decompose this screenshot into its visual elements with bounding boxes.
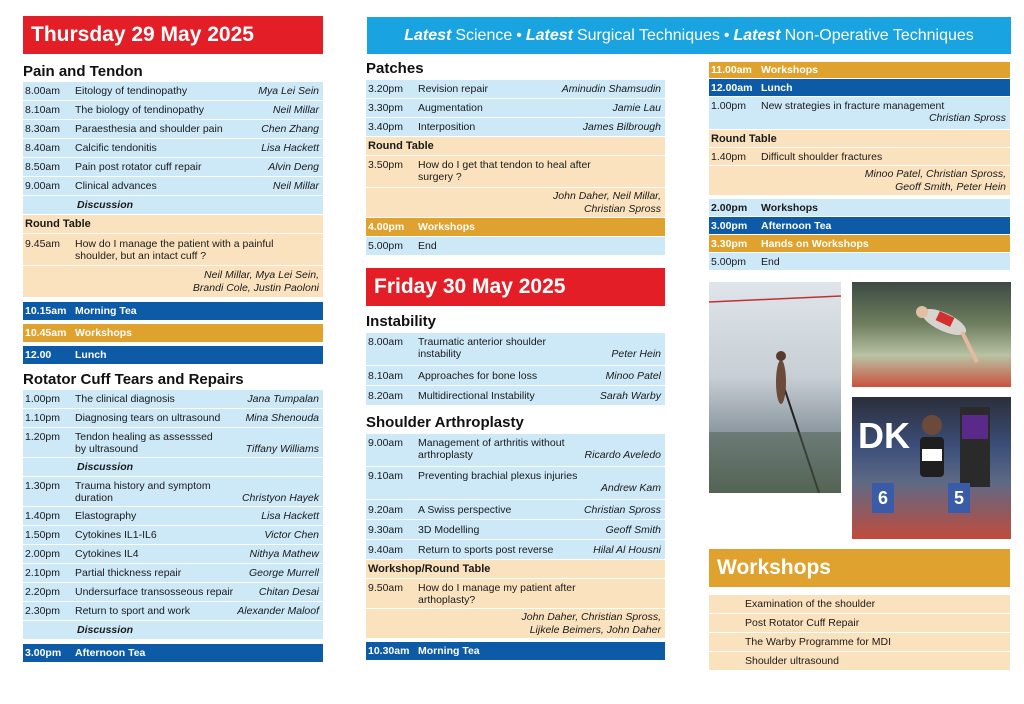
banner-word: Latest (404, 26, 452, 44)
banner-text: Surgical Techniques (576, 26, 720, 44)
session-speaker: Alexander Maloof (237, 605, 319, 617)
session-time: 8.30am (25, 123, 61, 135)
break-label: Workshops (761, 64, 818, 76)
session-row (366, 434, 665, 467)
day-title: Thursday 29 May 2025 (23, 16, 323, 54)
session-time: 8.10am (25, 104, 61, 116)
break-time: 11.00am (711, 64, 752, 76)
session-title: Multidirectional Instability (418, 389, 535, 402)
break-time: 3.30pm (711, 237, 748, 250)
session-speaker: Neil Millar (272, 104, 319, 116)
title-line: Trauma history and symptom (75, 480, 211, 492)
session-title: Eitology of tendinopathy (75, 85, 188, 97)
session-time: 1.50pm (25, 529, 61, 541)
session-title (418, 336, 665, 360)
discussion-label: Discussion (23, 458, 323, 477)
break-bar (709, 235, 1010, 253)
session-title: Cytokines IL1-IL6 (75, 529, 157, 541)
break-bar (23, 324, 323, 343)
session-speaker: Jamie Lau (612, 102, 661, 114)
workshop-item: Shoulder ultrasound (709, 652, 1010, 671)
session-time: 8.00am (368, 336, 404, 348)
session-title: Partial thickness repair (75, 567, 182, 579)
day-title: Friday 30 May 2025 (366, 268, 665, 306)
break-bar (366, 218, 665, 237)
session-row (366, 156, 665, 188)
title-line: How do I get that tendon to heal after (418, 159, 591, 171)
session-title: Diagnosing tears on ultrasound (75, 412, 221, 424)
session-speaker: Lisa Hackett (261, 510, 319, 522)
session-time: 2.00pm (25, 548, 61, 560)
title-line: arthroplasty (418, 449, 473, 461)
session-speaker: Mya Lei Sein (258, 85, 319, 97)
banner-word: Latest (733, 26, 781, 44)
session-speaker: Minoo Patel (605, 369, 661, 382)
session-row (23, 545, 323, 564)
session-speaker: Peter Hein (611, 348, 661, 360)
discussion-label: Discussion (23, 621, 323, 640)
session-speaker: Neil Millar (272, 180, 319, 192)
session-time: 1.40pm (711, 150, 747, 163)
break-label: Workshops (418, 221, 475, 233)
session-speaker: Mina Shenouda (245, 412, 319, 424)
break-time: 10.15am (25, 305, 67, 317)
session-row (23, 583, 323, 602)
session-time: 1.00pm (711, 100, 747, 112)
session-speaker: Hilal Al Housni (593, 543, 661, 556)
session-title (761, 100, 1010, 124)
speaker-line: Lijkele Beimers, John Daher (529, 623, 661, 636)
session-speaker: Lisa Hackett (261, 142, 319, 154)
title-line: instability (418, 348, 462, 360)
session-title: Paraesthesia and shoulder pain (75, 123, 223, 135)
break-time: 12.00am (711, 81, 753, 94)
title-line: New strategies in fracture management (761, 100, 945, 112)
session-row (23, 409, 323, 428)
session-time: 3.40pm (368, 121, 404, 133)
speakers (366, 609, 665, 639)
speaker-line: Minoo Patel, Christian Spross, (864, 167, 1006, 180)
session-row (366, 118, 665, 137)
session-time: 2.10pm (25, 567, 61, 579)
session-speaker: Chen Zhang (261, 123, 319, 135)
session-row (23, 507, 323, 526)
workshops-box (709, 549, 1010, 671)
title-line: Management of arthritis without (418, 437, 565, 449)
session-title (418, 437, 665, 461)
session-speaker: Christyon Hayek (241, 492, 319, 504)
speaker-line: Neil Millar, Mya Lei Sein, (204, 268, 319, 281)
session-row (23, 177, 323, 196)
session-title: Clinical advances (75, 180, 157, 192)
session-title (75, 431, 323, 455)
speaker-line: Brandi Cole, Justin Paoloni (192, 281, 319, 294)
session-time: 2.30pm (25, 605, 61, 617)
break-label: Lunch (761, 81, 793, 94)
session-time: 2.00pm (711, 201, 748, 214)
session-speaker: Ricardo Aveledo (584, 449, 661, 461)
title-line: by ultrasound (75, 443, 139, 455)
session-time: 2.20pm (25, 586, 61, 598)
break-bar (709, 217, 1010, 235)
pole-vault-photo (709, 282, 841, 493)
break-time: 10.45am (25, 327, 67, 339)
banner-dot: • (516, 26, 522, 44)
session-row (366, 80, 665, 99)
title-line: How do I manage the patient with a painful (75, 238, 274, 250)
speaker-line: John Daher, Christian Spross, (521, 610, 661, 623)
session-row (366, 540, 665, 560)
break-label: Lunch (75, 349, 107, 361)
session-speaker: Aminudin Shamsudin (561, 83, 661, 95)
session-row (23, 234, 323, 266)
session-time: 8.10am (368, 369, 404, 382)
session-time: 5.00pm (711, 255, 747, 268)
session-time: 9.00am (25, 180, 61, 192)
session-speaker: Alvin Deng (268, 161, 319, 173)
section-heading: Shoulder Arthroplasty (366, 414, 524, 431)
section-heading: Pain and Tendon (23, 63, 143, 80)
discussion-label: Discussion (23, 196, 323, 215)
session-time: 1.10pm (25, 412, 61, 424)
session-time: 9.00am (368, 437, 404, 449)
session-speaker: Christian Spross (583, 503, 661, 516)
round-table-label: Round Table (709, 130, 1010, 148)
break-time: 4.00pm (368, 221, 405, 233)
session-row (366, 520, 665, 540)
right-column (709, 62, 1010, 271)
title-line: surgery ? (418, 171, 462, 183)
session-speaker: Victor Chen (264, 529, 319, 541)
break-bar (23, 644, 323, 663)
session-row (23, 390, 323, 409)
break-time: 3.00pm (711, 219, 748, 232)
session-time: 8.50am (25, 161, 61, 173)
workshops-title: Workshops (709, 549, 1010, 587)
session-title: A Swiss perspective (418, 503, 512, 516)
title-line: shoulder, but an intact cuff ? (75, 250, 207, 262)
session-row (23, 139, 323, 158)
session-speaker: Christian Spross (928, 112, 1006, 124)
thursday-column (23, 16, 323, 663)
title-line: duration (75, 492, 113, 504)
session-row (709, 148, 1010, 166)
workshop-item: Post Rotator Cuff Repair (709, 614, 1010, 633)
session-title: Augmentation (418, 102, 483, 114)
session-row (23, 526, 323, 545)
session-time: 1.40pm (25, 510, 61, 522)
session-time: 5.00pm (368, 240, 404, 252)
session-list (366, 80, 665, 137)
lane-marker: 6 (872, 483, 894, 513)
workshop-list (709, 595, 1010, 671)
session-title: Undersurface transosseous repair (75, 586, 234, 598)
session-time: 1.00pm (25, 393, 61, 405)
session-title: Return to sport and work (75, 605, 190, 617)
session-row (23, 82, 323, 101)
session-speaker: Jana Tumpalan (247, 393, 319, 405)
banner-text: Non-Operative Techniques (784, 26, 974, 44)
session-list (23, 82, 323, 196)
banner-dot: • (723, 26, 730, 44)
middle-column (366, 60, 665, 661)
session-speaker: George Murrell (248, 567, 319, 579)
break-label: Hands on Workshops (761, 237, 869, 250)
session-title (75, 480, 323, 504)
session-time: 9.30am (368, 523, 404, 536)
session-title (418, 159, 665, 183)
session-row (709, 253, 1010, 271)
session-row (23, 158, 323, 177)
session-title: Return to sports post reverse (418, 543, 554, 556)
session-row (366, 467, 665, 500)
speakers (709, 166, 1010, 196)
session-row (366, 237, 665, 256)
session-title: Cytokines IL4 (75, 548, 139, 560)
sprint-start-photo (852, 397, 1011, 539)
break-label: Morning Tea (75, 305, 137, 317)
session-title (75, 238, 323, 262)
session-row (23, 101, 323, 120)
break-bar (23, 346, 323, 365)
session-row (366, 500, 665, 520)
session-time: 3.30pm (368, 102, 404, 114)
session-row (366, 366, 665, 386)
session-row (709, 199, 1010, 217)
title-line: How do I manage my patient after (418, 582, 576, 594)
workshop-item: The Warby Programme for MDI (709, 633, 1010, 652)
session-title: End (418, 240, 437, 252)
break-label: Afternoon Tea (75, 647, 146, 659)
session-speaker: Nithya Mathew (249, 548, 319, 560)
session-title (418, 582, 665, 606)
session-title: 3D Modelling (418, 523, 480, 536)
session-row (23, 428, 323, 458)
session-title: End (761, 255, 780, 268)
session-title: Workshops (761, 201, 818, 214)
session-title: Interposition (418, 121, 476, 133)
break-bar (709, 62, 1010, 79)
session-speaker: Andrew Kam (600, 482, 661, 494)
workshop-item: Examination of the shoulder (709, 595, 1010, 614)
session-title: The biology of tendinopathy (75, 104, 205, 116)
session-time: 8.40am (25, 142, 61, 154)
speaker-line: Geoff Smith, Peter Hein (895, 180, 1006, 193)
break-bar (23, 302, 323, 321)
break-label: Afternoon Tea (761, 219, 832, 232)
speaker-line: Christian Spross (583, 202, 661, 215)
break-bar (709, 79, 1010, 97)
lane-marker: 5 (948, 483, 970, 513)
session-title: Approaches for bone loss (418, 369, 538, 382)
round-table-label: Round Table (23, 215, 323, 234)
session-title: Elastography (75, 510, 137, 522)
banner-text: Science (455, 26, 513, 44)
break-time: 12.00 (25, 349, 52, 361)
session-speaker: James Bilbrough (582, 121, 661, 133)
session-list (23, 507, 323, 621)
session-time: 1.20pm (25, 431, 61, 443)
session-time: 9.20am (368, 503, 404, 516)
session-speaker: Chitan Desai (258, 586, 319, 598)
session-time: 9.40am (368, 543, 404, 556)
session-title: Difficult shoulder fractures (761, 150, 883, 163)
high-jump-figure (852, 282, 1011, 387)
session-time: 1.30pm (25, 480, 61, 492)
session-time: 8.20am (368, 389, 404, 402)
session-time: 9.50am (368, 582, 404, 594)
round-table-label: Workshop/Round Table (366, 560, 665, 579)
break-label: Workshops (75, 327, 132, 339)
session-speaker: Geoff Smith (605, 523, 661, 536)
session-row (23, 602, 323, 621)
session-time: 9.45am (25, 238, 61, 250)
session-list (366, 500, 665, 560)
session-title: Calcific tendonitis (75, 142, 157, 154)
session-speaker: Tiffany Williams (245, 443, 319, 455)
session-list (366, 366, 665, 406)
session-speaker: Sarah Warby (599, 389, 661, 402)
tagline-banner (367, 17, 1011, 54)
banner-word: Latest (525, 26, 573, 44)
session-row (366, 386, 665, 406)
session-time: 3.50pm (368, 159, 404, 171)
section-heading: Patches (366, 60, 424, 77)
title-line: Preventing brachial plexus injuries (418, 470, 578, 482)
session-time: 3.20pm (368, 83, 404, 95)
session-time: 9.10am (368, 470, 404, 482)
session-row (23, 477, 323, 507)
session-row (366, 99, 665, 118)
break-time: 10.30am (368, 645, 410, 657)
speakers (366, 188, 665, 218)
speakers (23, 266, 323, 298)
round-table-label: Round Table (366, 137, 665, 156)
title-line: Tendon healing as assesssed (75, 431, 213, 443)
section-heading: Rotator Cuff Tears and Repairs (23, 371, 244, 388)
stadium-sign: DK (858, 415, 910, 456)
high-jump-photo (852, 282, 1011, 387)
session-title (418, 470, 665, 494)
session-title: Revision repair (418, 83, 489, 95)
pole-vault-figure (709, 282, 841, 493)
speaker-line: John Daher, Neil Millar, (553, 189, 661, 202)
title-line: Traumatic anterior shoulder (418, 336, 546, 348)
break-label: Morning Tea (418, 645, 480, 657)
break-time: 3.00pm (25, 647, 62, 659)
session-row (366, 333, 665, 366)
break-bar (366, 642, 665, 661)
session-row (23, 120, 323, 139)
session-time: 8.00am (25, 85, 61, 97)
session-row (23, 564, 323, 583)
session-title: Pain post rotator cuff repair (75, 161, 202, 173)
session-title: The clinical diagnosis (75, 393, 175, 405)
title-line: arthoplasty? (418, 594, 476, 606)
section-heading: Instability (366, 313, 437, 330)
session-row (366, 579, 665, 609)
session-row (709, 97, 1010, 130)
